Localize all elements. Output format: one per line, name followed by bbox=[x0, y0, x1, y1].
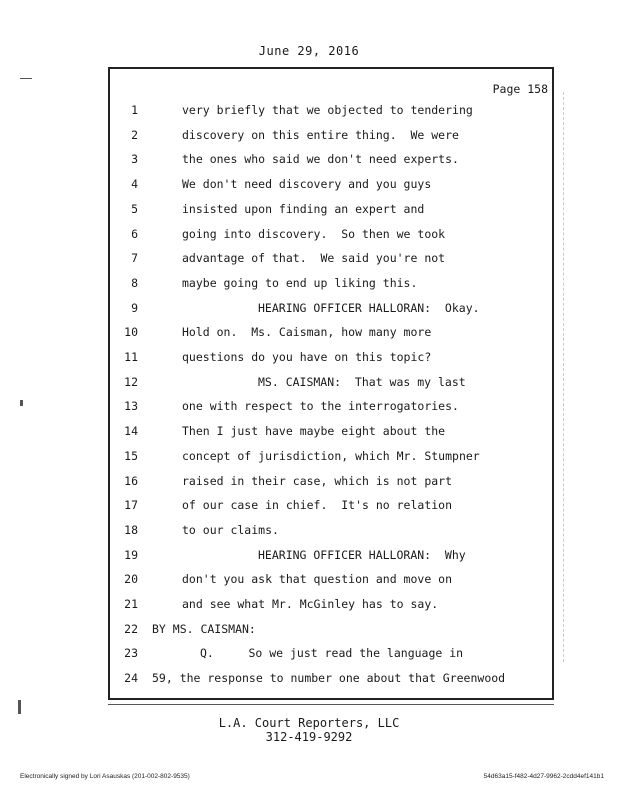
transcript-line bbox=[108, 301, 554, 321]
line-text: raised in their case, which is not part bbox=[182, 473, 453, 488]
transcript-line bbox=[108, 449, 554, 469]
line-number: 15 bbox=[124, 448, 138, 463]
court-reporter-name: L.A. Court Reporters, LLC bbox=[218, 716, 400, 730]
transcript-line bbox=[108, 103, 554, 123]
line-number: 24 bbox=[124, 671, 138, 686]
line-number: 11 bbox=[124, 350, 138, 364]
margin-marks bbox=[555, 92, 564, 662]
transcript-line bbox=[108, 597, 554, 617]
transcript-line bbox=[108, 572, 554, 592]
transcript-line bbox=[108, 622, 554, 642]
line-number: 10 bbox=[124, 325, 138, 340]
line-number: 8 bbox=[131, 275, 138, 290]
transcript-line bbox=[108, 202, 554, 222]
line-text: Then I just have maybe eight about the bbox=[182, 424, 446, 439]
line-text: HEARING OFFICER HALLORAN: Okay. bbox=[258, 300, 480, 315]
line-text: discovery on this entire thing. We were bbox=[182, 127, 459, 142]
line-number: 16 bbox=[124, 473, 138, 488]
transcript-line bbox=[108, 474, 554, 494]
line-text: questions do you have on this topic? bbox=[182, 350, 432, 364]
line-number: 6 bbox=[131, 226, 138, 241]
line-number: 21 bbox=[124, 597, 138, 611]
page-number: Page 158 bbox=[492, 82, 548, 96]
frame-rule bbox=[108, 704, 554, 705]
transcript-line bbox=[108, 227, 554, 247]
transcript-line bbox=[108, 548, 554, 568]
scan-speck bbox=[20, 400, 23, 406]
line-number: 1 bbox=[131, 103, 138, 117]
line-number: 12 bbox=[124, 374, 138, 389]
line-number: 23 bbox=[124, 646, 138, 661]
line-text: maybe going to end up liking this. bbox=[182, 275, 418, 290]
line-text: BY MS. CAISMAN: bbox=[152, 621, 256, 636]
line-number: 13 bbox=[124, 399, 138, 414]
line-text: insisted upon finding an expert and bbox=[182, 201, 425, 216]
line-text: very briefly that we objected to tendering bbox=[182, 103, 473, 117]
line-number: 9 bbox=[131, 300, 138, 315]
line-text: one with respect to the interrogatories. bbox=[182, 399, 459, 414]
line-number: 20 bbox=[124, 572, 138, 587]
line-text: MS. CAISMAN: That was my last bbox=[258, 374, 466, 389]
scan-speck bbox=[18, 700, 21, 714]
line-number: 7 bbox=[131, 251, 138, 266]
transcript-line bbox=[108, 523, 554, 543]
footer bbox=[0, 716, 618, 744]
transcript-line bbox=[108, 325, 554, 345]
line-number: 5 bbox=[131, 201, 138, 216]
transcript-line bbox=[108, 671, 554, 691]
transcript-line bbox=[108, 177, 554, 197]
transcript-line bbox=[108, 399, 554, 419]
line-number: 18 bbox=[124, 522, 138, 537]
line-text: of our case in chief. It's no relation bbox=[182, 498, 453, 513]
line-text: HEARING OFFICER HALLORAN: Why bbox=[258, 547, 466, 562]
line-text: advantage of that. We said you're not bbox=[182, 251, 446, 266]
line-number: 2 bbox=[131, 127, 138, 142]
hearing-date: June 29, 2016 bbox=[258, 44, 360, 58]
line-text: 59, the response to number one about that Greenwood bbox=[152, 671, 506, 686]
line-number: 4 bbox=[131, 177, 138, 192]
line-text: to our claims. bbox=[182, 522, 279, 537]
transcript-line bbox=[108, 251, 554, 271]
line-text: and see what Mr. McGinley has to say. bbox=[182, 597, 439, 611]
line-number: 17 bbox=[124, 498, 138, 513]
line-number: 19 bbox=[124, 547, 138, 562]
transcript-line bbox=[108, 498, 554, 518]
transcript-line bbox=[108, 128, 554, 148]
line-text: Hold on. Ms. Caisman, how many more bbox=[182, 325, 432, 340]
line-text: going into discovery. So then we took bbox=[182, 226, 446, 241]
line-number: 14 bbox=[124, 424, 138, 439]
transcript-line bbox=[108, 646, 554, 666]
line-text: concept of jurisdiction, which Mr. Stumpner bbox=[182, 448, 480, 463]
line-text: the ones who said we don't need experts. bbox=[182, 152, 459, 167]
court-reporter-phone: 312-419-9292 bbox=[265, 730, 353, 744]
scan-speck bbox=[20, 78, 32, 79]
transcript-line bbox=[108, 424, 554, 444]
line-text: Q. So we just read the language in bbox=[200, 646, 464, 661]
transcript-line bbox=[108, 152, 554, 172]
line-number: 3 bbox=[131, 152, 138, 167]
transcript-line bbox=[108, 350, 554, 370]
line-text: We don't need discovery and you guys bbox=[182, 177, 432, 192]
line-number: 22 bbox=[124, 621, 138, 636]
transcript-line bbox=[108, 276, 554, 296]
line-text: don't you ask that question and move on bbox=[182, 572, 453, 587]
document-id: 54d63a15-f482-4d27-9962-2cdd4ef141b1 bbox=[483, 773, 604, 780]
electronic-signature: Electronically signed by Lori Asauskas (201-002-802-9535) bbox=[20, 773, 190, 780]
transcript-line bbox=[108, 375, 554, 395]
